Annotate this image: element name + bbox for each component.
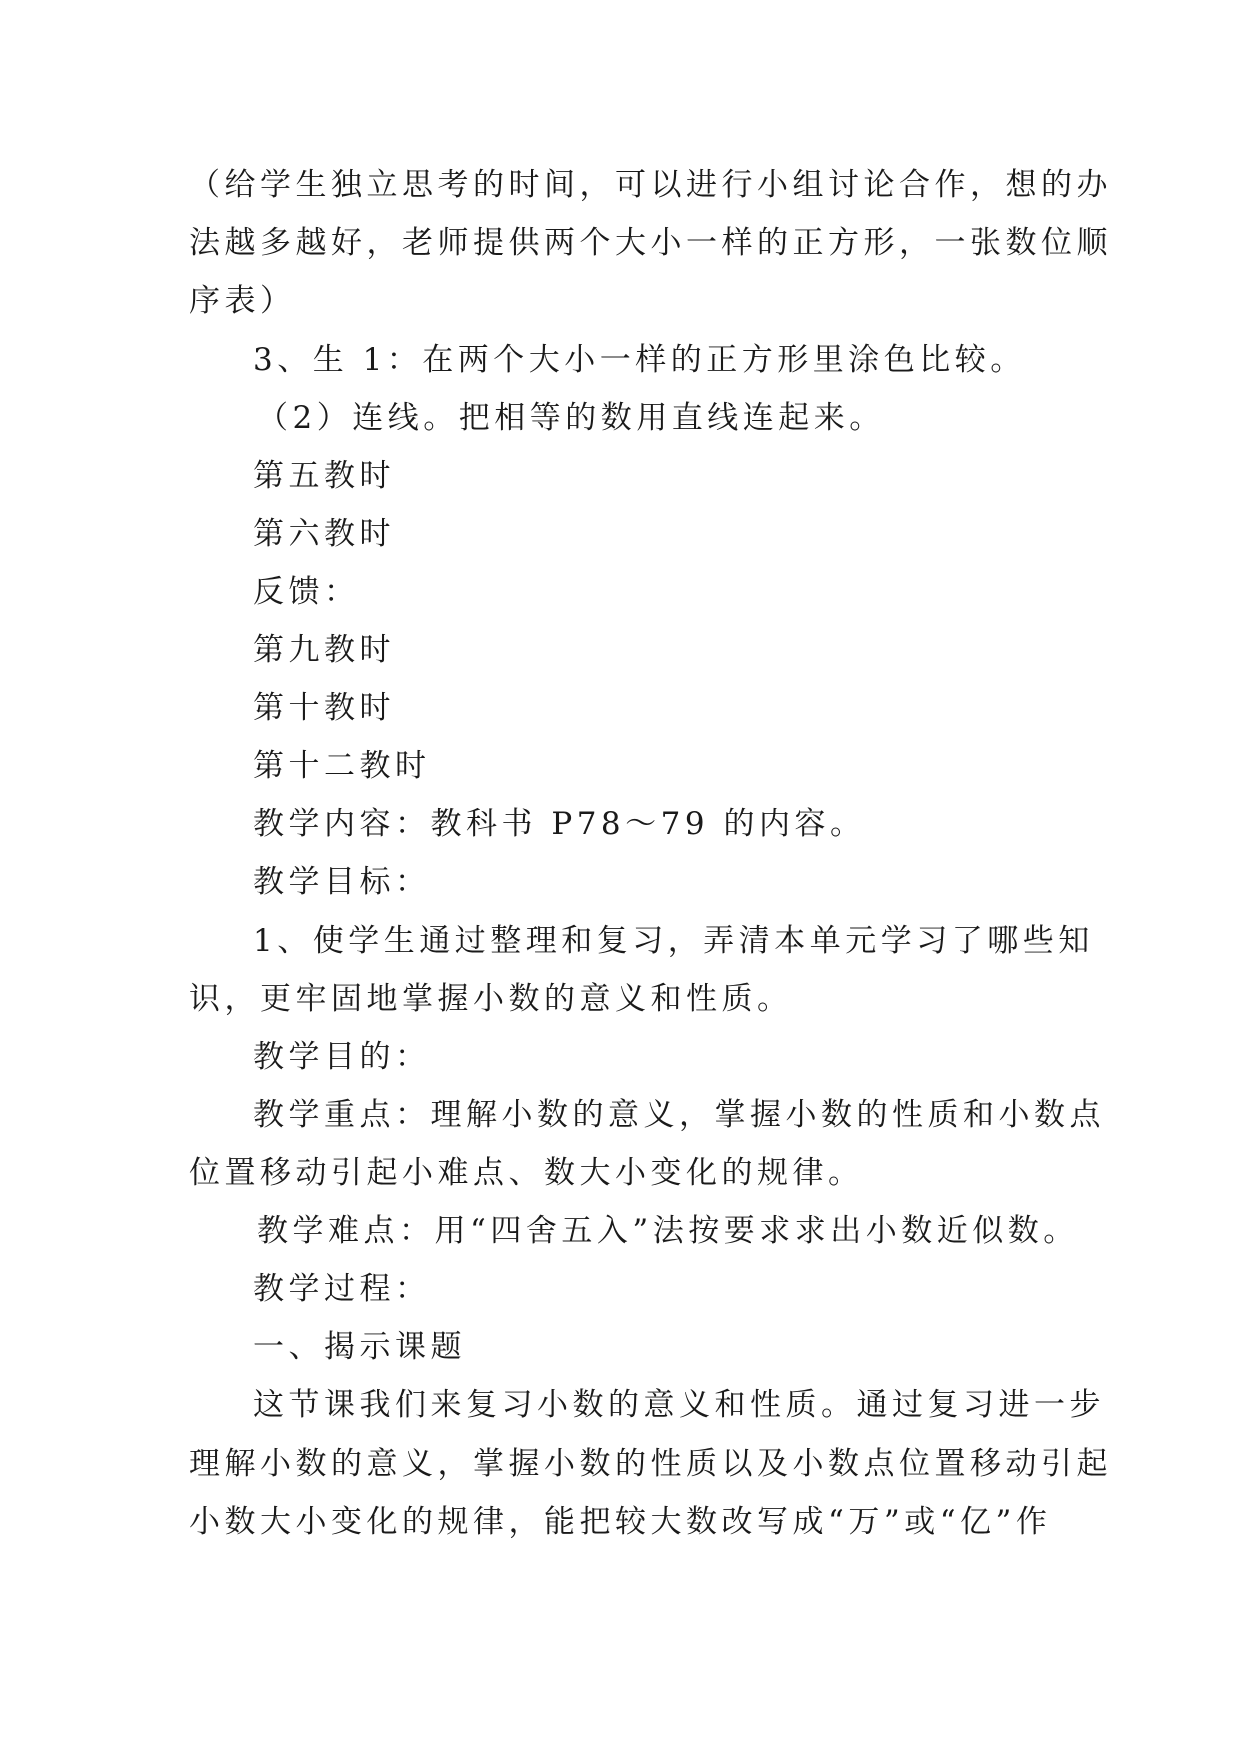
section-heading: 第六教时 <box>253 516 395 552</box>
section-heading: 第九教时 <box>253 632 395 668</box>
paragraph-line: 法越多越好，老师提供两个大小一样的正方形，一张数位顺 <box>189 225 1112 261</box>
paragraph-line: 教学重点：理解小数的意义，掌握小数的性质和小数点 <box>253 1097 1105 1133</box>
paragraph-line: 识，更牢固地掌握小数的意义和性质。 <box>189 981 793 1017</box>
paragraph-line: 一、揭示课题 <box>253 1329 466 1365</box>
paragraph-line: 小数大小变化的规律，能把较大数改写成“万”或“亿”作 <box>189 1504 1052 1540</box>
paragraph-line: 教学内容：教科书 P78～79 的内容。 <box>253 806 866 842</box>
section-heading: 第十教时 <box>253 690 395 726</box>
section-heading: 第十二教时 <box>253 748 431 784</box>
paragraph-line: 反馈： <box>253 574 360 610</box>
paragraph-line: 3、生 1：在两个大小一样的正方形里涂色比较。 <box>253 342 1026 378</box>
paragraph-line: 位置移动引起小难点、数大小变化的规律。 <box>189 1155 864 1191</box>
paragraph-line: 1、使学生通过整理和复习，弄清本单元学习了哪些知 <box>253 923 1094 959</box>
paragraph-line: 教学过程： <box>253 1271 431 1307</box>
paragraph-line: 教学目标： <box>253 864 431 900</box>
paragraph-line: （2）连线。把相等的数用直线连起来。 <box>257 400 885 436</box>
paragraph-line: （给学生独立思考的时间，可以进行小组讨论合作，想的办 <box>189 167 1112 203</box>
section-heading: 第五教时 <box>253 458 395 494</box>
paragraph-line: 这节课我们来复习小数的意义和性质。通过复习进一步 <box>253 1387 1105 1423</box>
paragraph-line: 教学难点：用“四舍五入”法按要求求出小数近似数。 <box>257 1213 1079 1249</box>
paragraph-line: 理解小数的意义，掌握小数的性质以及小数点位置移动引起 <box>189 1446 1112 1482</box>
paragraph-line: 教学目的： <box>253 1039 431 1075</box>
paragraph-line: 序表） <box>189 283 296 319</box>
